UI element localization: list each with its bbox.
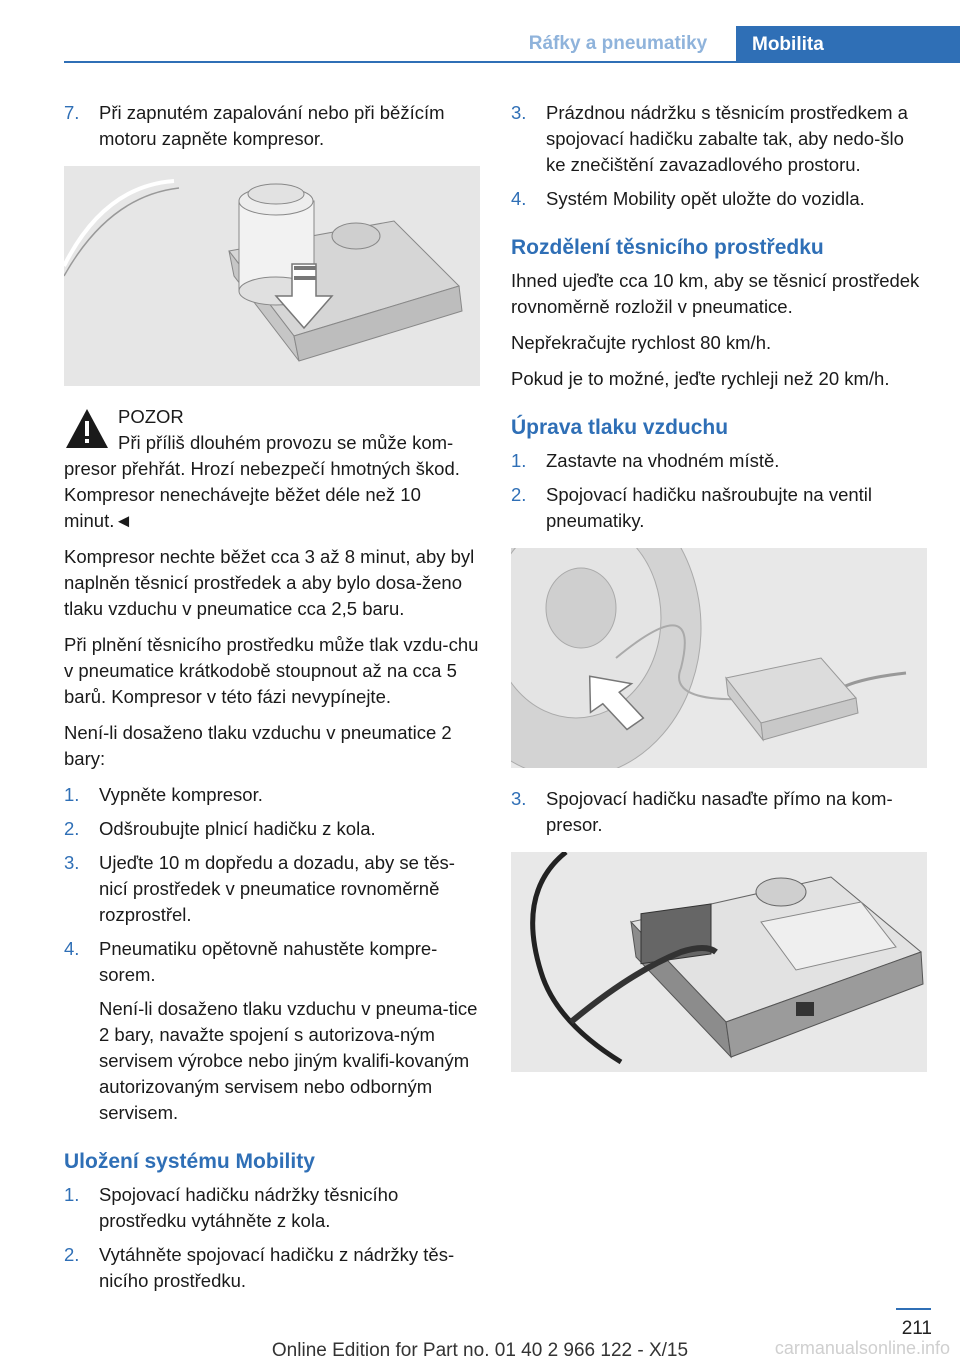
paragraph: Ihned ujeďte cca 10 km, aby se těsnicí prostředek rovnoměrně rozložil v pneumatice.: [511, 270, 920, 317]
footer-text: Online Edition for Part no. 01 40 2 966 122 - X/15: [271, 1340, 689, 1361]
warning-triangle-icon: [64, 406, 110, 452]
step-text: Systém Mobility opět uložte do vozidla.: [546, 188, 865, 209]
list-item: [511, 448, 927, 474]
step-number: 7.: [64, 102, 80, 123]
list-item: [64, 850, 480, 928]
list-item: [64, 936, 480, 988]
section-heading: Rozdělení těsnicího prostředku: [511, 236, 824, 259]
step-number: 2.: [64, 818, 80, 839]
step-number: 2.: [511, 484, 527, 505]
step-text: Zastavte na vhodném místě.: [546, 450, 780, 471]
paragraph: Nepřekračujte rychlost 80 km/h.: [511, 332, 772, 353]
warning-title: POZOR: [118, 406, 184, 427]
step-number: 4.: [64, 938, 80, 959]
step-number: 3.: [511, 788, 527, 809]
list-item: [511, 100, 927, 178]
warning-block: [64, 404, 480, 534]
step-text: Prázdnou nádržku s těsnicím prostředkem a spojovací hadičku zabalte tak, aby nedo-šlo ke znečištění zavazadlového prostoru.: [546, 102, 908, 175]
step-text: Spojovací hadičku našroubujte na ventil pneumatiky.: [546, 484, 873, 531]
step-number: 4.: [511, 188, 527, 209]
tire-hose-illustration: [511, 548, 927, 768]
page-number-rule: [896, 1308, 931, 1310]
step-number: 1.: [64, 784, 80, 805]
section-heading: Uložení systému Mobility: [64, 1150, 315, 1173]
right-column: [511, 100, 927, 1090]
paragraph: Při plnění těsnicího prostředku může tlak vzdu-chu v pneumatice krátkodobě stoupnout až na cca 5 barů. Kompresor v této fázi nevypínejte.: [64, 634, 479, 707]
warning-body: [64, 430, 480, 534]
step-text: Ujeďte 10 m dopředu a dozadu, aby se těs-nicí prostředek v pneumatice rovnoměrně rozprostřel.: [99, 852, 455, 925]
step-number: 3.: [64, 852, 80, 873]
list-item: [511, 786, 927, 838]
step-text: Vytáhněte spojovací hadičku z nádržky těs-nicího prostředku.: [99, 1244, 455, 1291]
paragraph: Není-li dosaženo tlaku vzduchu v pneumatice 2 bary:: [64, 722, 452, 769]
step-note: Není-li dosaženo tlaku vzduchu v pneuma-tice 2 bary, navažte spojení s autorizova-ným servisem výrobce nebo jiným kvalifi-kovaným autorizovaným servisem nebo odborným servisem.: [99, 998, 478, 1123]
paragraph: Kompresor nechte běžet cca 3 až 8 minut, aby byl naplněn těsnicí prostředek a aby bylo dosa-ženo tlaku vzduchu v pneumatice cca 2,5 baru.: [64, 546, 475, 619]
hose-compressor-figure: [511, 852, 927, 1072]
paragraph: Pokud je to možné, jeďte rychleji než 20 km/h.: [511, 368, 890, 389]
step-text: Odšroubujte plnicí hadičku z kola.: [99, 818, 376, 839]
list-item: [511, 186, 927, 212]
compressor-figure: [64, 166, 480, 386]
header-chapter-tab[interactable]: Mobilita: [736, 26, 960, 63]
watermark: carmanualsonline.info: [774, 1338, 950, 1358]
hose-compressor-illustration: [511, 852, 927, 1072]
step-text: Spojovací hadičku nádržky těsnicího prostředku vytáhněte z kola.: [99, 1184, 399, 1231]
list-item: [64, 100, 480, 152]
warning-body-text: Při příliš dlouhém provozu se může kom-presor přehřát. Hrozí nebezpečí hmotných škod. Kompresor nenechávejte běžet déle než 10 minut.◄: [64, 432, 460, 531]
header-rule: [64, 61, 960, 63]
step-number: 1.: [511, 450, 527, 471]
step-number: 2.: [64, 1244, 80, 1265]
step-text: Vypněte kompresor.: [99, 784, 263, 805]
section-heading: Úprava tlaku vzduchu: [511, 416, 729, 439]
step-text: Pneumatiku opětovně nahustěte kompre-sorem.: [99, 938, 438, 985]
tire-valve-figure: [511, 548, 927, 768]
list-item: [64, 782, 480, 808]
page-number: 211: [901, 1318, 932, 1339]
list-item: [64, 1242, 480, 1294]
list-item: [511, 482, 927, 534]
left-column: [64, 100, 480, 1302]
step-number: 1.: [64, 1184, 80, 1205]
header-section-tab[interactable]: Ráfky a pneumatiky: [528, 33, 708, 54]
list-item: [64, 1182, 480, 1234]
step-text: Při zapnutém zapalování nebo při běžícím motoru zapněte kompresor.: [99, 102, 445, 149]
step-text: Spojovací hadičku nasaďte přímo na kom-presor.: [546, 788, 893, 835]
compressor-illustration: [64, 166, 480, 386]
list-item: [64, 816, 480, 842]
step-number: 3.: [511, 102, 527, 123]
